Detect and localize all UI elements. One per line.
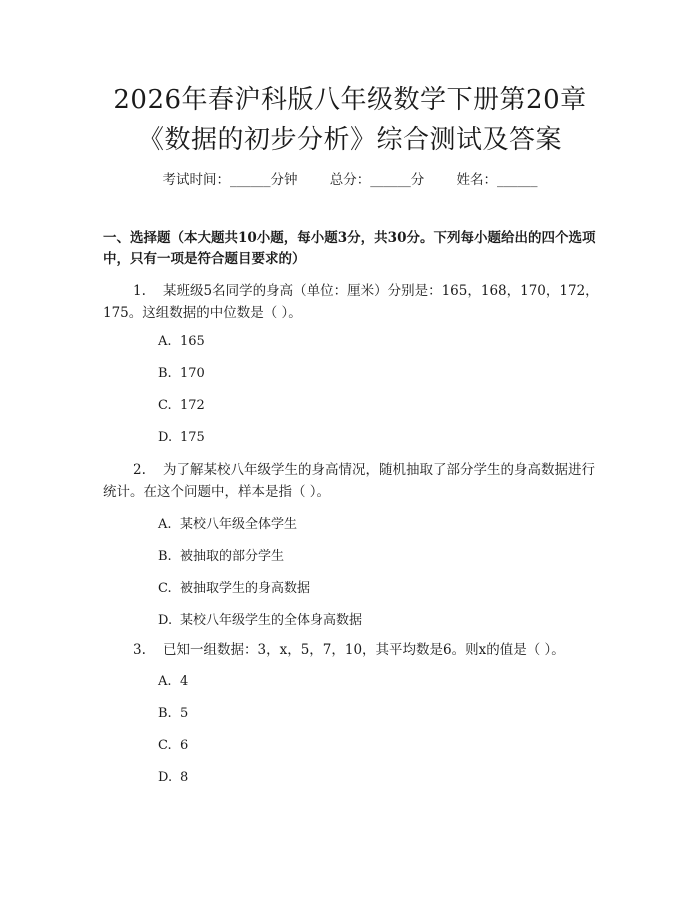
option-1d: D. 175: [158, 430, 205, 445]
question-number: 1.: [133, 283, 146, 299]
question-number: 2.: [133, 462, 146, 478]
option-1a: A. 165: [158, 334, 205, 349]
option-1b: B. 170: [158, 366, 205, 381]
document-title-line-2: 《数据的初步分析》综合测试及答案: [137, 125, 562, 155]
question-3: [103, 639, 603, 661]
name-field: 姓名：______: [456, 172, 538, 188]
option-3a: A. 4: [158, 674, 189, 689]
exam-info: [0, 168, 700, 188]
option-2a: A. 某校八年级全体学生: [158, 517, 298, 532]
question-text: 某班级5名同学的身高（单位：厘米）分别是：165，168，170，172，175。这组数据的中位数是（ ）。: [103, 283, 599, 321]
option-2c: C. 被抽取学生的身高数据: [158, 581, 311, 596]
document-title-line-1: 2026年春沪科版八年级数学下册第20章: [113, 85, 587, 115]
question-text: 为了解某校八年级学生的身高情况，随机抽取了部分学生的身高数据进行统计。在这个问题中，样本是指（ ）。: [103, 462, 595, 500]
option-3d: D. 8: [158, 770, 189, 785]
option-2d: D. 某校八年级学生的全体身高数据: [158, 613, 363, 628]
exam-time-field: 考试时间：______分钟: [162, 172, 298, 188]
option-2b: B. 被抽取的部分学生: [158, 549, 285, 564]
question-number: 3.: [133, 642, 146, 658]
section-heading-multiple-choice: 一、选择题（本大题共10小题，每小题3分，共30分。下列每小题给出的四个选项中，只有一项是符合题目要求的）: [103, 230, 596, 267]
question-2: [103, 459, 603, 503]
option-1c: C. 172: [158, 398, 205, 413]
option-3b: B. 5: [158, 706, 189, 721]
total-score-field: 总分：______分: [329, 172, 425, 188]
question-text: 已知一组数据：3，x，5，7，10，其平均数是6。则x的值是（ ）。: [163, 642, 565, 658]
option-3c: C. 6: [158, 738, 189, 753]
question-1: [103, 280, 603, 324]
